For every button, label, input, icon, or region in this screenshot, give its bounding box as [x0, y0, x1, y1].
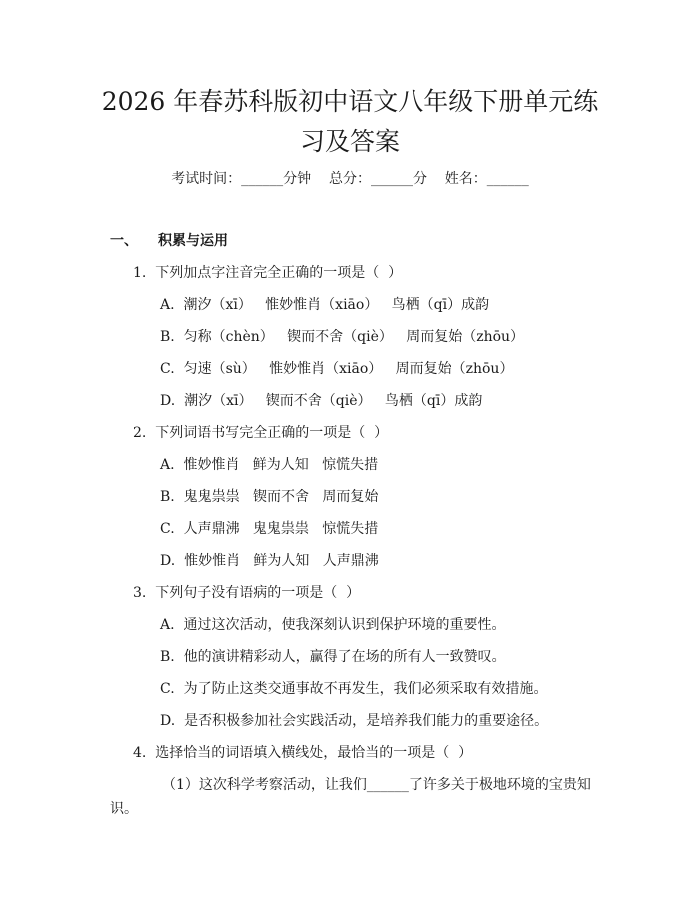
section-number: 一、: [110, 233, 138, 249]
question-1-option-a: A. 潮汐（xī） 惟妙惟肖（xiāo） 鸟栖（qī）成韵: [160, 297, 490, 313]
question-3-option-d: D. 是否积极参加社会实践活动，是培养我们能力的重要途径。: [160, 713, 549, 729]
question-1: 1. 下列加点字注音完全正确的一项是（ ）: [133, 265, 403, 281]
question-1-option-d: D. 潮汐（xī） 锲而不舍（qiè） 鸟栖（qī）成韵: [160, 393, 483, 409]
question-2-option-b: B. 鬼鬼祟祟 锲而不舍 周而复始: [160, 489, 379, 505]
question-2: 2. 下列词语书写完全正确的一项是（ ）: [133, 425, 389, 441]
question-4: 4. 选择恰当的词语填入横线处，最恰当的一项是（ ）: [133, 745, 473, 761]
section-heading: [110, 230, 228, 250]
question-3: 3. 下列句子没有语病的一项是（ ）: [133, 585, 361, 601]
document-title: [80, 82, 620, 162]
exam-meta: 考试时间：______分钟 总分：______分 姓名：______: [171, 171, 529, 187]
title-line-2: 习及答案: [299, 127, 400, 156]
question-4-sub-1-line-1: （1）这次科学考察活动，让我们______了许多关于极地环境的宝贵知: [162, 777, 591, 793]
section-title: 积累与运用: [158, 233, 228, 249]
question-3-option-c: C. 为了防止这类交通事故不再发生，我们必须采取有效措施。: [160, 681, 548, 697]
question-1-option-c: C. 匀速（sù） 惟妙惟肖（xiāo） 周而复始（zhōu）: [160, 361, 514, 377]
question-2-option-c: C. 人声鼎沸 鬼鬼祟祟 惊慌失措: [160, 521, 379, 537]
question-1-option-b: B. 匀称（chèn） 锲而不舍（qiè） 周而复始（zhōu）: [160, 329, 525, 345]
question-3-option-a: A. 通过这次活动，使我深刻认识到保护环境的重要性。: [160, 617, 506, 633]
question-3-option-b: B. 他的演讲精彩动人，赢得了在场的所有人一致赞叹。: [160, 649, 506, 665]
question-2-option-d: D. 惟妙惟肖 鲜为人知 人声鼎沸: [160, 553, 379, 569]
title-line-1: 2026 年春苏科版初中语文八年级下册单元练: [101, 87, 599, 116]
question-2-option-a: A. 惟妙惟肖 鲜为人知 惊慌失措: [160, 457, 379, 473]
question-4-sub-1-line-2: 识。: [110, 801, 138, 817]
